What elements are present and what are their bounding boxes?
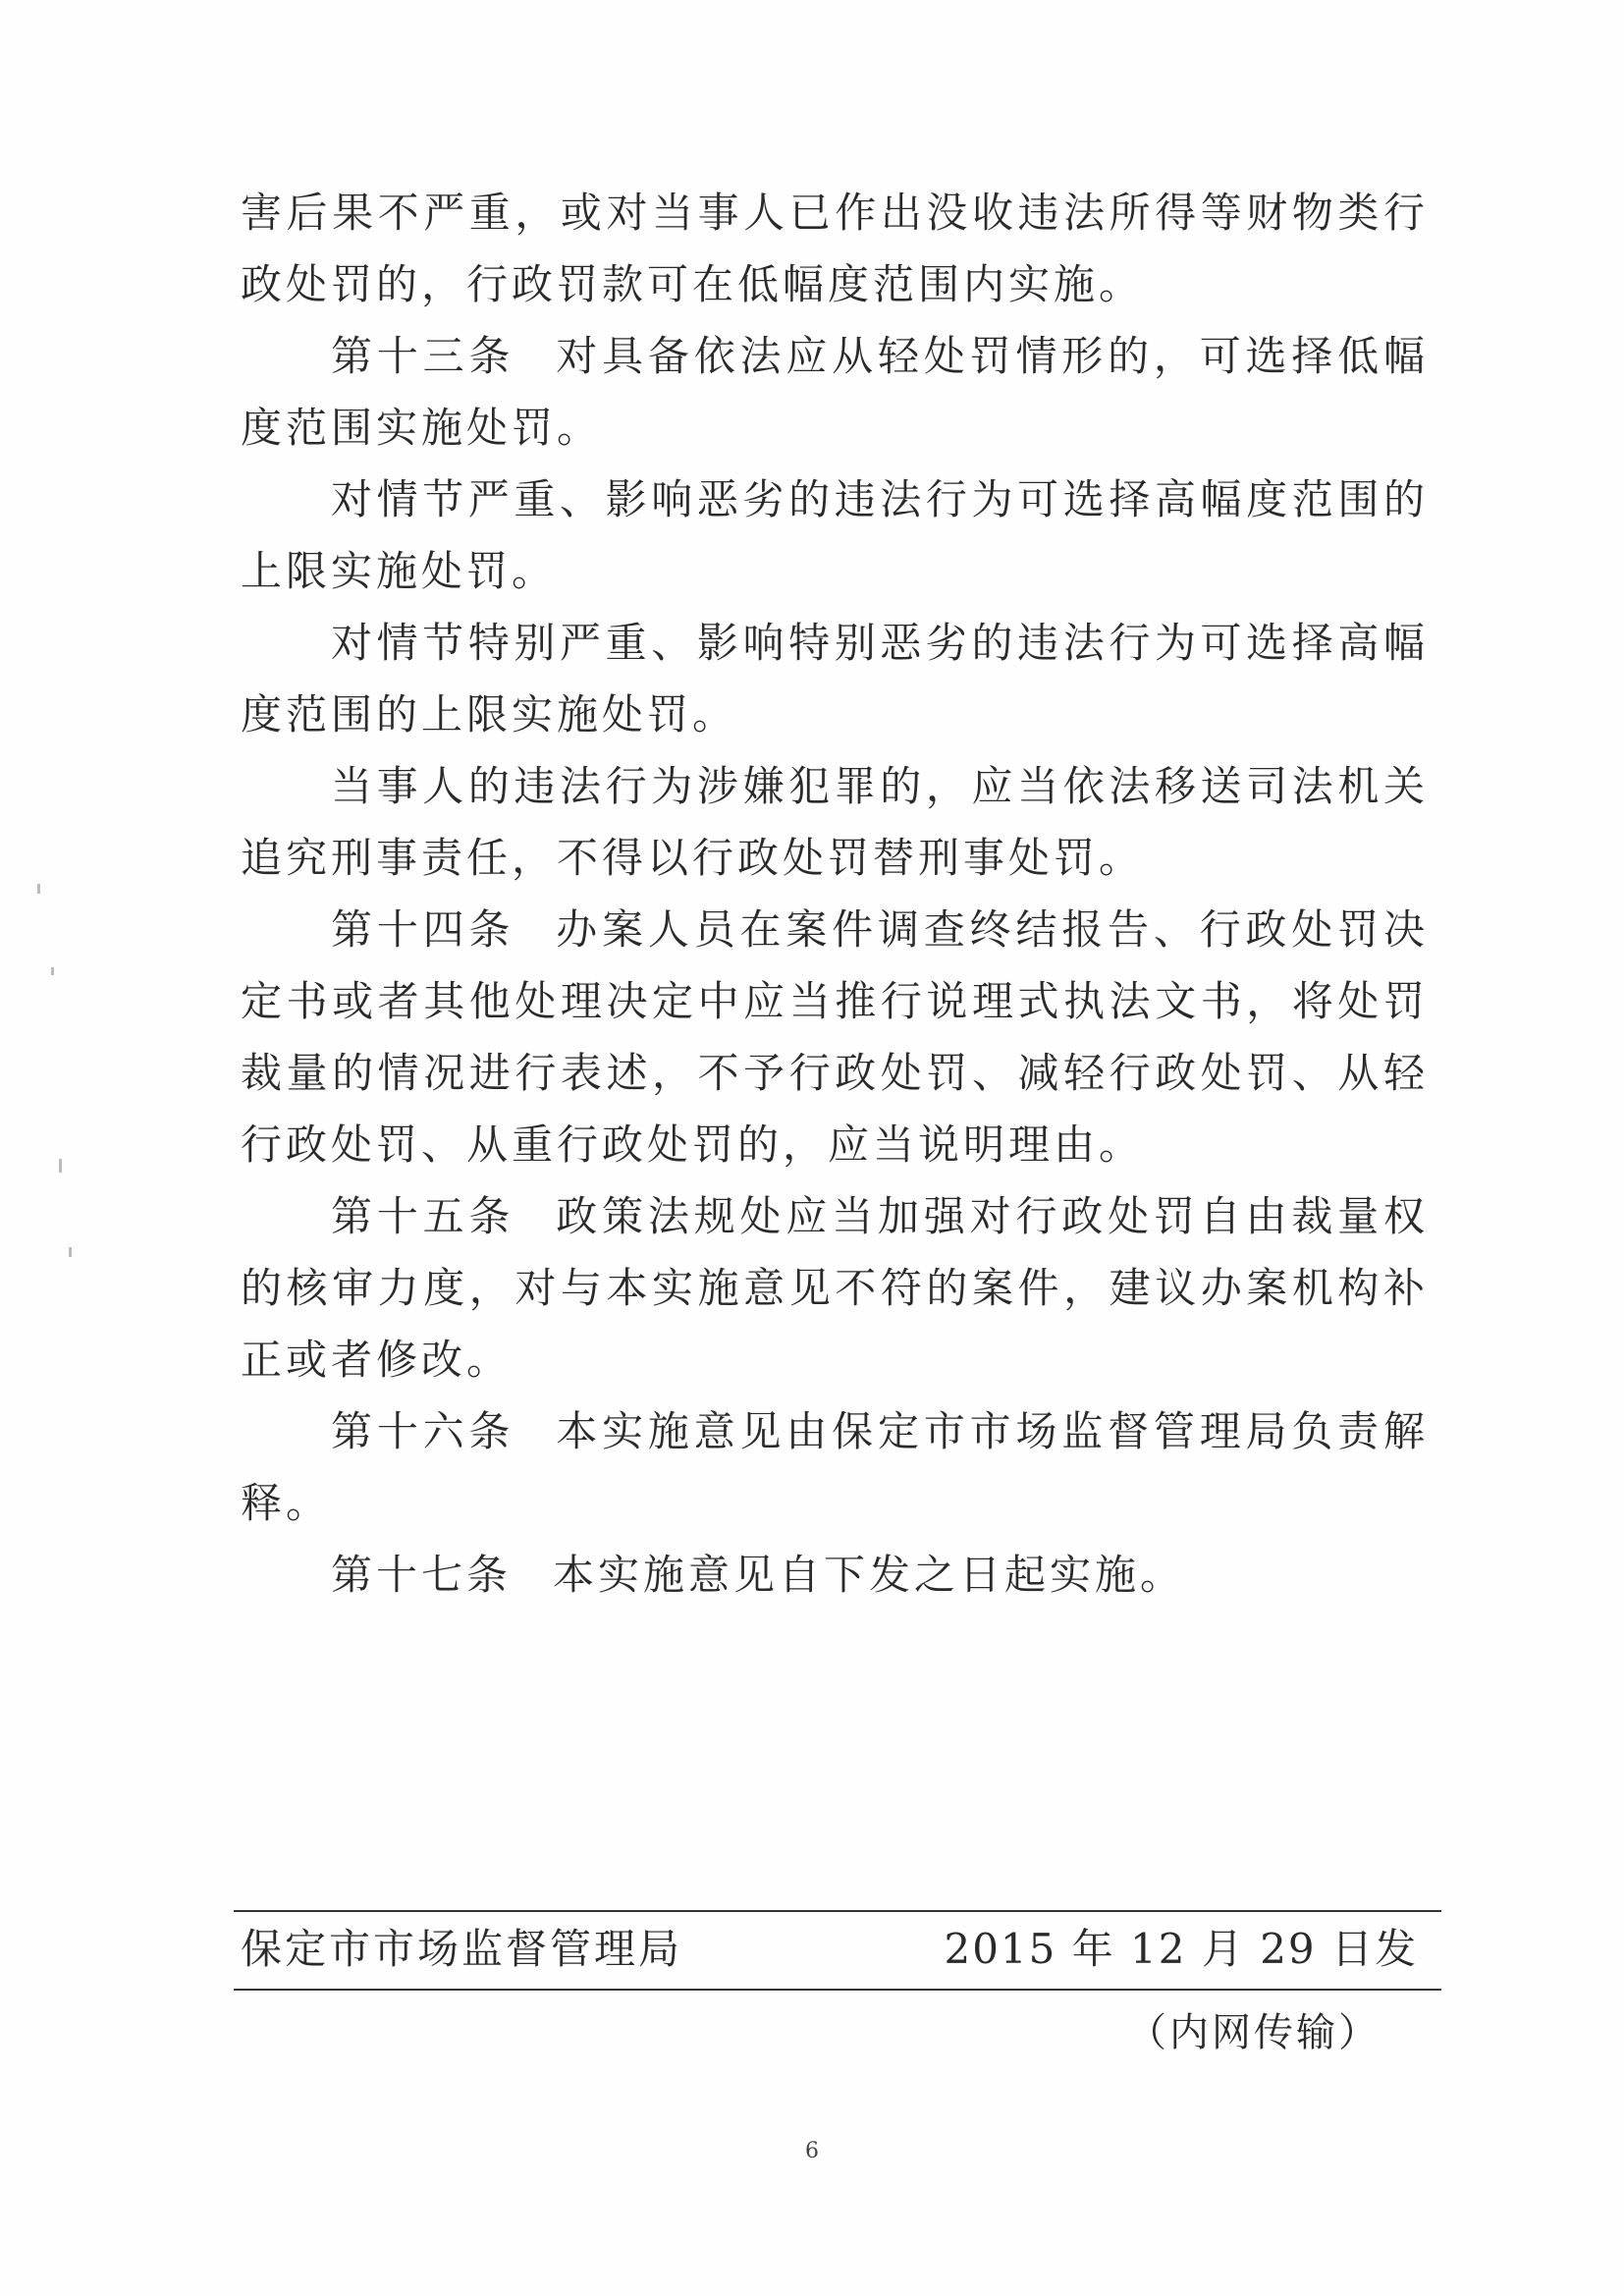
- issue-date: 2015 年 12 月 29 日发: [944, 1925, 1418, 1973]
- article-13: [241, 320, 1429, 464]
- article-number: 第十四条: [331, 905, 515, 954]
- article-14: [241, 894, 1429, 1180]
- article-number: 第十六条: [331, 1407, 515, 1455]
- scan-artifact: [69, 1247, 72, 1257]
- paragraph: [241, 750, 1429, 894]
- transmission-note: （内网传输）: [1127, 2010, 1380, 2055]
- scan-artifact: [37, 884, 40, 894]
- article-text: 对具备依法应从轻处罚情形的，可选择低幅度范围实施处罚。: [241, 332, 1429, 452]
- article-text: 本实施意见自下发之日起实施。: [553, 1551, 1186, 1599]
- article-text: 本实施意见由保定市市场监督管理局负责解释。: [241, 1407, 1429, 1527]
- document-body: [241, 177, 1429, 1611]
- article-16: [241, 1395, 1429, 1539]
- paragraph-text: 当事人的违法行为涉嫌犯罪的，应当依法移送司法机关追究刑事责任，不得以行政处罚替刑事处罚。: [241, 762, 1429, 882]
- article-number: 第十七条: [331, 1551, 513, 1599]
- paragraph: [241, 607, 1429, 750]
- article-text: 办案人员在案件调查终结报告、行政处罚决定书或者其他处理决定中应当推行说理式执法文书，将处罚裁量的情况进行表述，不予行政处罚、减轻行政处罚、从轻行政处罚、从重行政处罚的，应当说明理由。: [241, 905, 1429, 1169]
- issuer-name: 保定市市场监督管理局: [241, 1925, 683, 1973]
- page-number: 6: [805, 2139, 819, 2163]
- article-15: [241, 1180, 1429, 1395]
- article-number: 第十三条: [331, 332, 515, 380]
- paragraph-text: 害后果不严重，或对当事人已作出没收违法所得等财物类行政处罚的，行政罚款可在低幅度范围内实施。: [241, 189, 1429, 308]
- paragraph-text: 对情节严重、影响恶劣的违法行为可选择高幅度范围的上限实施处罚。: [241, 475, 1429, 595]
- paragraph: [241, 464, 1429, 607]
- paragraph-text: 对情节特别严重、影响特别恶劣的违法行为可选择高幅度范围的上限实施处罚。: [241, 619, 1429, 738]
- article-17: [241, 1539, 1429, 1611]
- paragraph: [241, 177, 1429, 320]
- scan-artifact: [51, 967, 54, 975]
- article-number: 第十五条: [331, 1192, 515, 1240]
- scan-artifact: [59, 1159, 62, 1173]
- article-text: 政策法规处应当加强对行政处罚自由裁量权的核审力度，对与本实施意见不符的案件，建议办案机构补正或者修改。: [241, 1192, 1429, 1384]
- footer-top-rule: [234, 1910, 1441, 1912]
- footer-bottom-rule: [234, 1989, 1441, 1991]
